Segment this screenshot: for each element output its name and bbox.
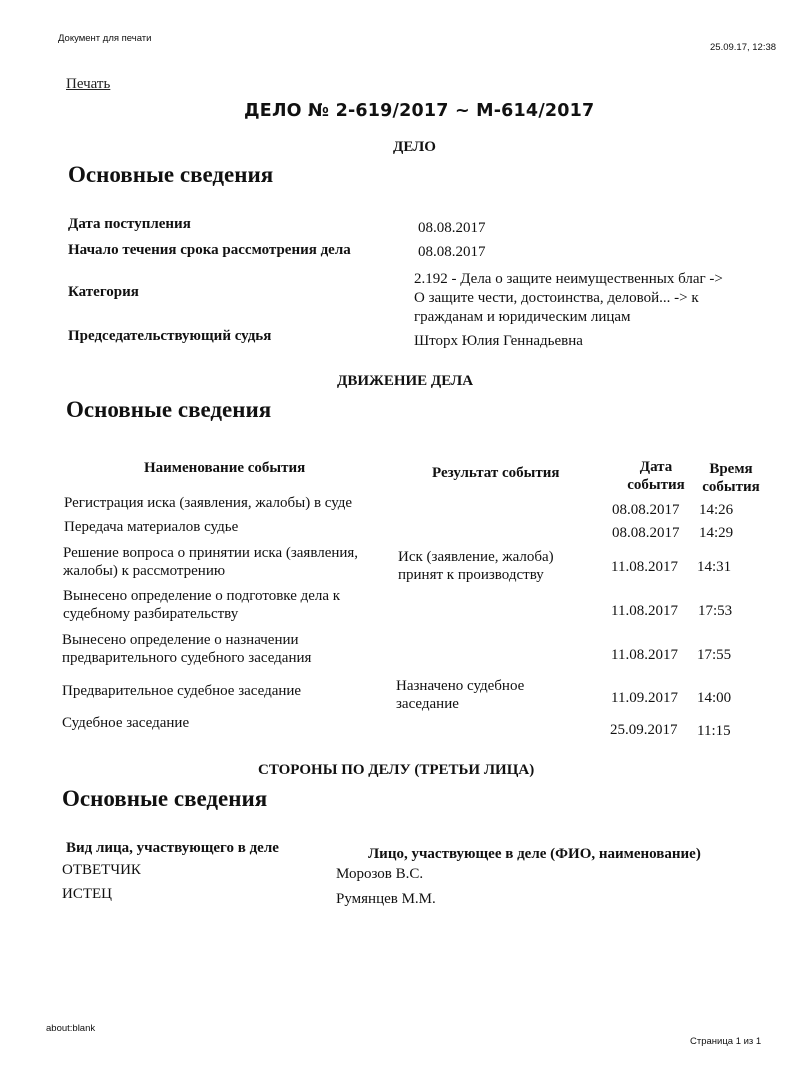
party-person: Румянцев М.М. <box>336 891 436 907</box>
column-header-party-type: Вид лица, участвующего в деле <box>66 840 279 856</box>
event-result: заседание <box>396 696 459 712</box>
column-header-time <box>698 460 764 496</box>
case-info-label: Начало течения срока рассмотрения дела <box>68 242 351 258</box>
column-header-time-line: события <box>702 479 760 495</box>
movement-section-title: ДВИЖЕНИЕ ДЕЛА <box>337 373 474 389</box>
event-date: 08.08.2017 <box>612 502 680 518</box>
event-time: 17:53 <box>698 603 733 619</box>
case-info-value: 08.08.2017 <box>418 220 486 236</box>
parties-section-heading: Основные сведения <box>62 786 268 811</box>
print-footer-url: about:blank <box>46 1023 96 1034</box>
case-info-value: гражданам и юридическим лицам <box>414 309 631 325</box>
case-info-label: Председательствующий судья <box>68 328 272 344</box>
case-info-value: 2.192 - Дела о защите неимущественных благ -> <box>414 271 723 287</box>
column-header-date <box>622 458 690 494</box>
party-type: ИСТЕЦ <box>62 886 112 902</box>
event-date: 11.09.2017 <box>611 690 678 706</box>
case-info-value: О защите чести, достоинства, деловой... -> к <box>414 290 699 306</box>
column-header-date-line: Дата <box>639 459 673 475</box>
event-name: судебному разбирательству <box>63 606 239 622</box>
event-name: Вынесено определение о подготовке дела к <box>63 588 341 604</box>
event-time: 14:00 <box>697 690 732 706</box>
print-footer-page-number: Страница 1 из 1 <box>690 1036 762 1047</box>
case-title: ДЕЛО № 2-619/2017 ~ М-614/2017 <box>244 101 595 121</box>
event-time: 14:26 <box>699 502 734 518</box>
event-result: Иск (заявление, жалоба) <box>398 549 554 565</box>
party-type: ОТВЕТЧИК <box>62 862 141 878</box>
event-time: 14:29 <box>699 525 734 541</box>
case-section-heading: Основные сведения <box>68 162 274 187</box>
event-name: Судебное заседание <box>62 715 190 731</box>
case-info-value: 08.08.2017 <box>418 244 486 260</box>
case-section-title: ДЕЛО <box>393 139 436 155</box>
case-info-value: Шторх Юлия Геннадьевна <box>414 333 583 349</box>
event-date: 11.08.2017 <box>611 647 678 663</box>
column-header-time-line: Время <box>709 461 753 477</box>
party-person: Морозов В.С. <box>336 866 424 882</box>
parties-section-title: СТОРОНЫ ПО ДЕЛУ (ТРЕТЬИ ЛИЦА) <box>258 762 535 778</box>
event-time: 11:15 <box>697 723 731 739</box>
movement-section-heading: Основные сведения <box>66 397 272 422</box>
event-date: 11.08.2017 <box>611 603 678 619</box>
case-info-label: Категория <box>68 284 139 300</box>
column-header-party-person: Лицо, участвующее в деле (ФИО, наименование) <box>368 846 701 862</box>
event-name: Решение вопроса о принятии иска (заявления, <box>63 545 359 561</box>
print-header-timestamp: 25.09.17, 12:38 <box>710 42 777 53</box>
column-header-event: Наименование события <box>144 460 306 476</box>
event-name: Вынесено определение о назначении <box>62 632 299 648</box>
event-time: 14:31 <box>697 559 732 575</box>
event-name: Предварительное судебное заседание <box>62 683 302 699</box>
event-name: Регистрация иска (заявления, жалобы) в суде <box>64 495 353 511</box>
print-link[interactable]: Печать <box>66 76 111 92</box>
event-result: принят к производству <box>398 567 544 583</box>
event-date: 11.08.2017 <box>611 559 678 575</box>
event-date: 08.08.2017 <box>612 525 680 541</box>
column-header-date-line: события <box>627 477 685 493</box>
event-result: Назначено судебное <box>396 678 525 694</box>
event-name: Передача материалов судье <box>64 519 239 535</box>
event-name: жалобы) к рассмотрению <box>63 563 226 579</box>
case-info-label: Дата поступления <box>68 216 191 232</box>
event-date: 25.09.2017 <box>610 722 678 738</box>
print-header-title: Документ для печати <box>58 33 152 44</box>
event-time: 17:55 <box>697 647 732 663</box>
event-name: предварительного судебного заседания <box>62 650 312 666</box>
column-header-result: Результат события <box>432 465 560 481</box>
